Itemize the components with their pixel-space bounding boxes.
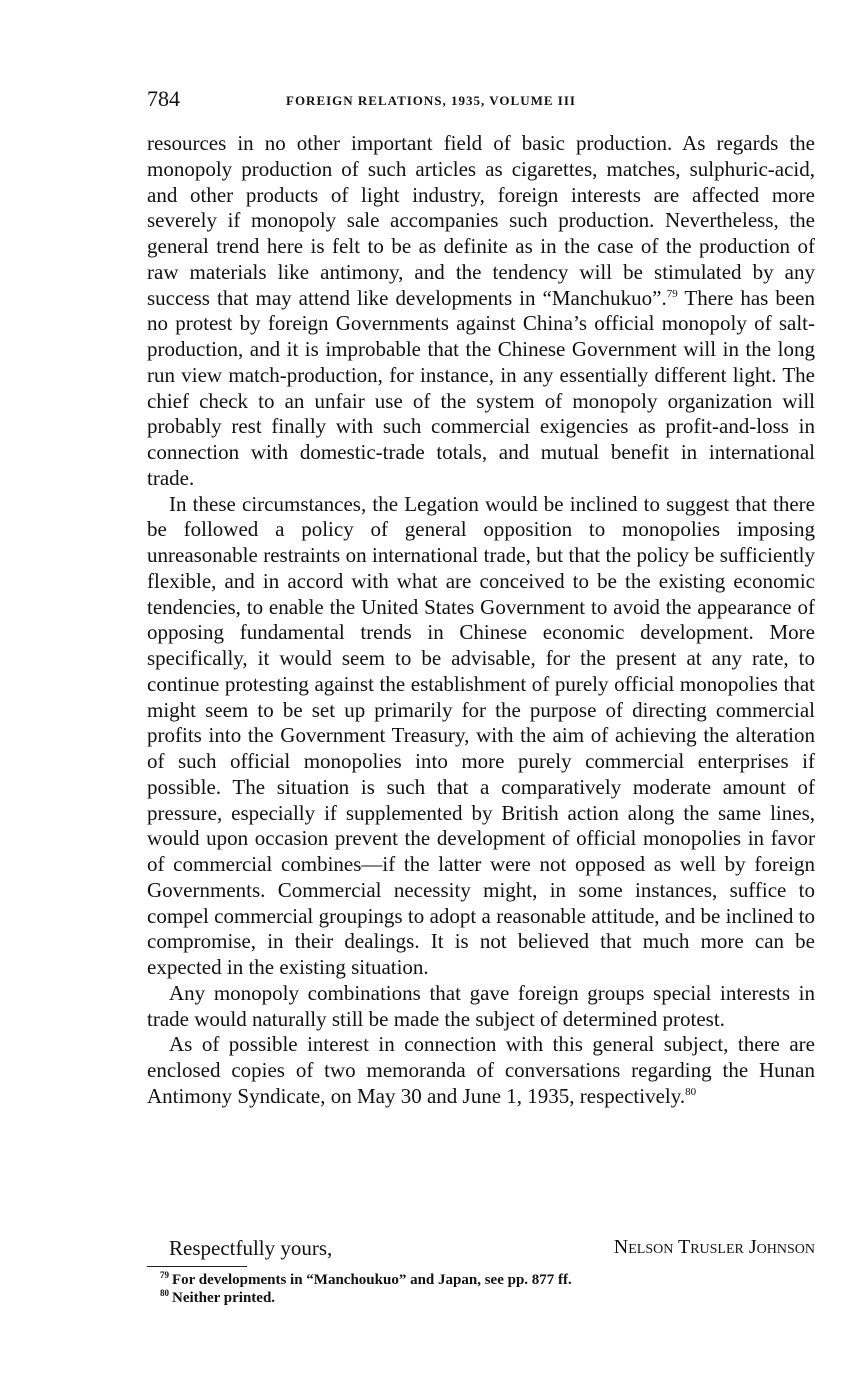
complimentary-close: Respectfully yours, [169, 1236, 333, 1260]
letter-body [147, 131, 815, 1110]
paragraph-1 [147, 131, 815, 492]
paragraph-4 [147, 1032, 815, 1109]
footnote-mark: 79 [160, 1270, 169, 1280]
page-header [147, 86, 815, 116]
closing [147, 1236, 815, 1262]
footnote-divider [147, 1266, 247, 1267]
footnote-text: For developments in “Manchoukuo” and Japan, see pp. 877 ff. [172, 1272, 572, 1288]
footnote-ref-79[interactable]: 79 [666, 287, 678, 300]
signature: Nelson Trusler Johnson [613, 1236, 815, 1258]
paragraph-2: In these circumstances, the Legation would be inclined to suggest that there be followed a policy of general opposition to monopolies imposing unreasonable restraints on international trade, but that the policy be sufficiently flexible, and in accord with what are conceived to be the existing economic tendencies, to enable the United States Government to avoid the appearance of opposing fundamental trends in Chinese economic development. More specifically, it would seem to be advisable, for the present at any rate, to continue protesting against the establishment of purely official monopolies that might seem to be set up primarily for the purpose of directing commercial profits into the Government Treasury, with the aim of achieving the alteration of such official monopolies into more purely commercial enterprises if possible. The situation is such that a comparatively moderate amount of pressure, especially if supplemented by British action along the same lines, would upon occasion prevent the development of official monopolies in favor of commercial combines—if the latter were not opposed as well by foreign Governments. Commercial necessity might, in some instances, suffice to compel commercial groupings to adopt a reasonable attitude, and be inclined to compromise, in their dealings. It is not believed that much more can be expected in the existing situation. [147, 491, 815, 979]
footnote-ref-80[interactable]: 80 [685, 1085, 697, 1098]
footnote-mark: 80 [160, 1288, 169, 1298]
paragraph-3: Any monopoly combinations that gave foreign groups special interests in trade would naturally still be made the subject of determined protest. [147, 980, 815, 1031]
footnote-80 [160, 1289, 800, 1307]
footnote-79 [160, 1271, 800, 1289]
footnote-text: Neither printed. [172, 1290, 276, 1306]
paragraph-4-text: As of possible interest in connection with this general subject, there are enclosed copies of two memoranda of conversations regarding the Hunan Antimony Syndicate, on May 30 and June 1, 1935, respectively. [147, 1032, 815, 1108]
paragraph-1-text-b: There has been no protest by foreign Governments against China’s official monopoly of salt-production, and it is improbable that the Chinese Government will in the long run view match-production, for instance, in any essentially different light. The chief check to an unfair use of the system of monopoly organization will probably rest finally with such commercial exigencies as profit-and-loss in connection with domestic-trade totals, and mutual benefit in international trade. [147, 285, 816, 490]
paragraph-1-text-a: resources in no other important field of basic production. As regards the monopoly production of such articles as cigarettes, matches, sulphuric-acid, and other products of light industry, foreign interests are affected more severely if monopoly sale accompanies such production. Nevertheless, the general trend here is felt to be as definite as in the case of the production of raw materials like antimony, and the tendency will be stimulated by any success that may attend like developments in “Manchukuo”. [147, 131, 815, 310]
running-head: FOREIGN RELATIONS, 1935, VOLUME III [286, 93, 576, 108]
footnotes [160, 1271, 800, 1307]
page-number: 784 [147, 86, 180, 111]
